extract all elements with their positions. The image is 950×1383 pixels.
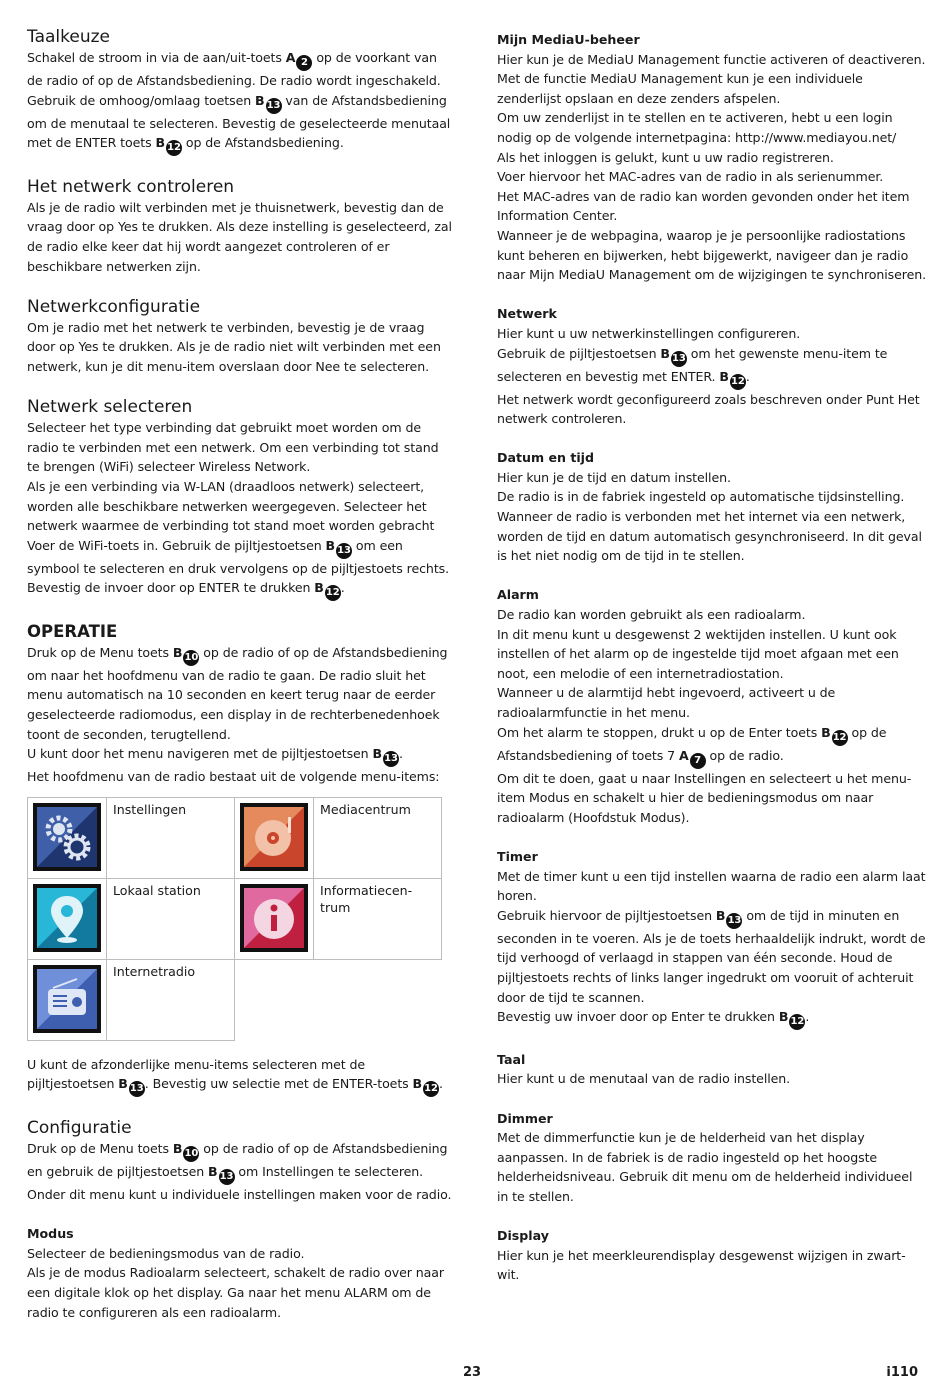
paragraph-mediau-4: Voer hiervoor het MAC-adres van de radio in als serienummer. bbox=[497, 169, 884, 185]
paragraph-datum-2: De radio is in de fabriek ingesteld op automatische tijdsinstelling. bbox=[497, 489, 905, 505]
paragraph-mediau-1: Hier kun je de MediaU Management functie activeren of deactiveren. Met de functie MediaU Management kun je een individuele zenderlijst opslaan en deze zenders afspelen. bbox=[497, 51, 926, 106]
paragraph-taalkeuze: Schakel de stroom in via de aan/uit-toets A 2 op de voorkant van de radio of op de Afstandsbediening. De radio wordt ingeschakeld. Gebruik de omhoog/omlaag toetsen B 13 van de Afstandsbediening om de menutaal te selecteren. Bevestig de geselecteerde menutaal met de ENTER toets B 12 op de Afstandsbediening. bbox=[27, 48, 452, 156]
paragraph-modus-2: Als je de modus Radioalarm selecteert, schakelt de radio over naar een digitale klok op het display. Ga naar het menu ALARM om de radio te configureren als een radioalarm. bbox=[27, 1265, 444, 1320]
paragraph-operatie-2: U kunt door het menu navigeren met de pijltjestoetsen B 13. bbox=[27, 744, 452, 767]
paragraph-modus-1: Selecteer de bedieningsmodus van de radio. bbox=[27, 1245, 305, 1261]
paragraph-timer-2: Gebruik hiervoor de pijltjestoetsen B 13 om de tijd in minuten en seconden in te voeren. Als je de toets herhaaldelijk indrukt, wordt de tijd verhoogd of verlaagd in stappen van één seconde. Houd de pijltjestoets rechts of links langer ingedrukt om vooruit of achteruit door de tijd te scannen. bbox=[497, 907, 926, 1005]
paragraph-mediau-6: Wanneer je de webpagina, waarop je je persoonlijke radiostations kunt beheren en bijwerken, hebt bijgewerkt, navigeer dan je radio naar Mijn MediaU Management om de wijzigingen te synchroniseren. bbox=[497, 227, 927, 283]
heading-netwerk-selecteren: Netwerk selecteren bbox=[27, 397, 193, 418]
paragraph-configuratie: Druk op de Menu toets B 10 op de radio of op de Afstandsbediening en gebruik de pijltjestoetsen B 13 om Instellingen te selecteren. Onder dit menu kunt u individuele instellingen maken voor de radio. bbox=[27, 1141, 452, 1203]
paragraph-alarm-1: De radio kan worden gebruikt als een radioalarm. bbox=[497, 607, 806, 623]
location-pin-icon bbox=[33, 884, 101, 952]
heading-alarm: Alarm bbox=[497, 587, 539, 603]
key-ref: B 12 bbox=[821, 723, 848, 746]
paragraph-mediau-3: Als het inloggen is gelukt, kunt u uw radio registreren. bbox=[497, 149, 834, 165]
key-ref: B 12 bbox=[155, 133, 182, 156]
menu-item-informatiecentrum: Informatiecen- trum bbox=[314, 878, 442, 959]
menu-icon-cell bbox=[235, 878, 314, 959]
paragraph-dimmer: Met de dimmerfunctie kun je de helderheid van het display aanpassen. In de fabriek is de radio ingesteld op het hoogste helderheidsniveau. Gebruik dit menu om de helderheid individueel in te stellen. bbox=[497, 1130, 913, 1204]
menu-icon-cell bbox=[28, 797, 107, 878]
heading-timer: Timer bbox=[497, 848, 538, 864]
paragraph-alarm-3: Wanneer u de alarmtijd hebt ingevoerd, activeert u de radioalarmfunctie in het menu. bbox=[497, 685, 836, 720]
right-column bbox=[497, 30, 927, 1285]
heading-datum-en-tijd: Datum en tijd bbox=[497, 450, 595, 466]
paragraph-mediau-2: Om uw zenderlijst in te stellen en te activeren, hebt u een login nodig op de volgende internetpagina: http://www.mediayou.net/ bbox=[497, 110, 897, 145]
key-ref: B 12 bbox=[314, 578, 341, 601]
heading-configuratie: Configuratie bbox=[27, 1118, 132, 1139]
heading-mediau: Mijn MediaU-beheer bbox=[497, 32, 640, 47]
key-ref: B 10 bbox=[173, 1139, 200, 1162]
heading-taalkeuze: Taalkeuze bbox=[27, 27, 110, 47]
info-icon bbox=[240, 884, 308, 952]
key-ref: B 10 bbox=[173, 643, 200, 666]
radio-icon bbox=[33, 965, 101, 1033]
paragraph-netwerk-3: Het netwerk wordt geconfigureerd zoals beschreven onder Punt Het netwerk controleren. bbox=[497, 391, 920, 427]
model-name: i110 bbox=[886, 1365, 918, 1380]
heading-modus: Modus bbox=[27, 1226, 74, 1242]
media-disc-icon bbox=[240, 803, 308, 871]
menu-icon-cell bbox=[28, 959, 107, 1040]
key-ref: B 12 bbox=[413, 1074, 440, 1097]
menu-item-lokaal-station: Lokaal station bbox=[107, 878, 235, 959]
paragraph-netwerk-1: Hier kunt u uw netwerkinstellingen configureren. bbox=[497, 325, 801, 341]
key-ref: B 13 bbox=[208, 1162, 235, 1185]
menu-item-mediacentrum: Mediacentrum bbox=[314, 797, 442, 878]
key-ref: B 12 bbox=[719, 367, 746, 390]
key-ref: B 13 bbox=[255, 91, 282, 114]
heading-netwerk: Netwerk bbox=[497, 306, 557, 322]
menu-item-internetradio: Internetradio bbox=[107, 959, 235, 1040]
heading-operatie: OPERATIE bbox=[27, 621, 118, 641]
settings-gears-icon bbox=[33, 803, 101, 871]
paragraph-display: Hier kun je het meerkleurendisplay desgewenst wijzigen in zwart-wit. bbox=[497, 1247, 906, 1283]
paragraph-datum-1: Hier kun je de tijd en datum instellen. bbox=[497, 469, 731, 485]
paragraph-netwerkconfiguratie: Om je radio met het netwerk te verbinden, bevestig je de vraag door op Yes te drukken. Als je de radio niet wilt verbinden met een netwerk, kun je dit menu-item overslaan door Nee te selecteren. bbox=[27, 319, 441, 374]
heading-display: Display bbox=[497, 1228, 549, 1244]
heading-dimmer: Dimmer bbox=[497, 1110, 553, 1126]
paragraph-operatie-1: Druk op de Menu toets B 10 op de radio of op de Afstandsbediening om naar het hoofdmenu van de radio te gaan. De radio sluit het menu automatisch na 10 seconden en keert terug naar de eerder geselecteerde radiomodus, een display in de rechterbenedenhoek toont de seconden, terugtellend. bbox=[27, 644, 448, 742]
key-ref: B 13 bbox=[372, 744, 399, 767]
heading-netwerk-controleren: Het netwerk controleren bbox=[27, 176, 235, 197]
main-menu-table bbox=[27, 797, 442, 1041]
paragraph-netwerk-controleren: Als je de radio wilt verbinden met je thuisnetwerk, bevestig dan de vraag door op Yes te drukken. Als deze instelling is geselecteerd, zal de radio elke keer dat hij wordt aangezet controleren of er beschikbare netwerken zijn. bbox=[27, 199, 452, 274]
key-ref: B 13 bbox=[326, 536, 353, 559]
paragraph-mediau-5: Het MAC-adres van de radio kan worden gevonden onder het item Information Center. bbox=[497, 188, 910, 224]
paragraph-timer-1: Met de timer kunt u een tijd instellen waarna de radio een alarm laat horen. bbox=[497, 868, 926, 904]
menu-icon-cell bbox=[235, 797, 314, 878]
heading-taal: Taal bbox=[497, 1051, 526, 1067]
menu-item-instellingen: Instellingen bbox=[107, 797, 235, 878]
heading-netwerkconfiguratie: Netwerkconfiguratie bbox=[27, 296, 201, 317]
left-column bbox=[27, 26, 452, 1322]
paragraph-netwerk-2: Gebruik de pijltjestoetsen B 13 om het gewenste menu-item te selecteren en bevestig met ENTER. B 12. bbox=[497, 344, 927, 390]
key-ref: B 13 bbox=[716, 906, 743, 929]
paragraph-alarm-4: Om het alarm te stoppen, drukt u op de Enter toets B 12 op de Afstandsbediening of toets 7 A 7 op de radio. bbox=[497, 723, 927, 769]
paragraph-datum-3: Wanneer de radio is verbonden met het internet via een netwerk, worden de tijd en datum automatisch gesynchroniseerd. In dit geval is het niet nodig om de tijd in te stellen. bbox=[497, 509, 922, 564]
key-ref: B 12 bbox=[779, 1007, 806, 1030]
paragraph-menu-selectie: U kunt de afzonderlijke menu-items selecteren met de pijltjestoetsen B 13. Bevestig uw selectie met de ENTER-toets B 12. bbox=[27, 1055, 452, 1098]
menu-icon-cell bbox=[28, 878, 107, 959]
paragraph-timer-3: Bevestig uw invoer door op Enter te drukken B 12. bbox=[497, 1007, 927, 1030]
key-ref: B 13 bbox=[660, 344, 687, 367]
key-ref: A 7 bbox=[679, 746, 706, 769]
key-ref: A 2 bbox=[286, 48, 313, 71]
paragraph-alarm-5: Om dit te doen, gaat u naar Instellingen en selecteert u het menu-item Modus en schakelt u hier de bedieningsmodus om naar radioalarm (Hoofdstuk Modus). bbox=[497, 770, 912, 825]
key-ref: B 13 bbox=[118, 1074, 145, 1097]
paragraph-operatie-3: Het hoofdmenu van de radio bestaat uit de volgende menu-items: bbox=[27, 769, 440, 785]
paragraph-alarm-2: In dit menu kunt u desgewenst 2 wektijden instellen. U kunt ook instellen of het alarm op de ingestelde tijd moet afgaan met een noot, een melodie of een internetradiostation. bbox=[497, 626, 899, 681]
paragraph-netwerk-selecteren-1: Selecteer het type verbinding dat gebruikt moet worden om de radio te verbinden met een netwerk. Om een verbinding tot stand te brengen (WiFi) selecteer Wireless Network. bbox=[27, 420, 439, 475]
page-number: 23 bbox=[463, 1365, 482, 1380]
paragraph-taal: Hier kunt u de menutaal van de radio instellen. bbox=[497, 1071, 791, 1087]
paragraph-netwerk-selecteren-2: Als je een verbinding via W-LAN (draadloos netwerk) selecteert, worden alle beschikbare netwerken weergegeven. Selecteer het netwerk waarmee de verbinding tot stand moet worden gebracht Voer de WiFi-toets in. Gebruik de pijltjestoetsen B 13 om een symbool te selecteren en druk vervolgens op de pijltjestoets rechts. Bevestig de invoer door op ENTER te drukken B 12. bbox=[27, 477, 452, 601]
